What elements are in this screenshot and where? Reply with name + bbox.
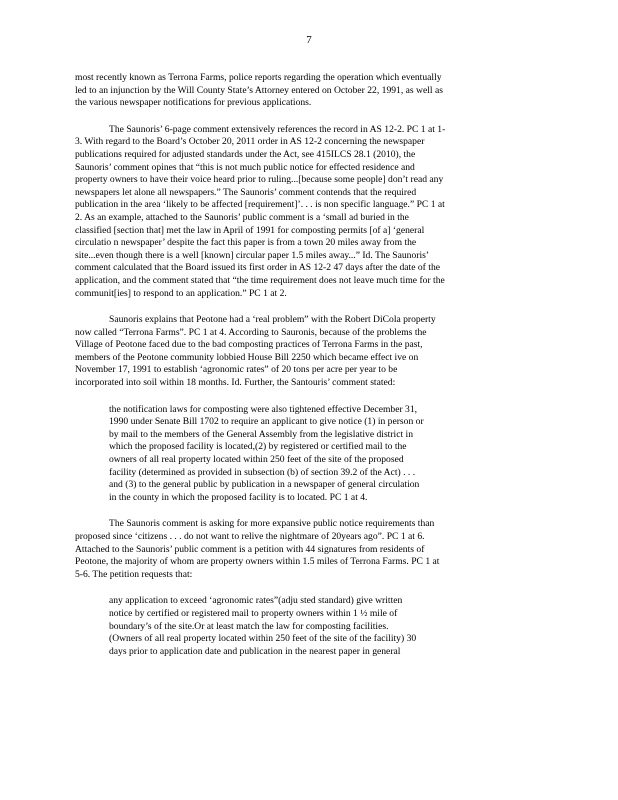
- quote-line: days prior to application date and publication in the nearest paper in general: [109, 645, 401, 657]
- text-line: The Saunoris comment is asking for more expansive public notice requirements than: [109, 518, 435, 530]
- text-line: site...even though there is a well [known] circular paper 1.5 miles away...” Id. The Saunoris’: [75, 249, 430, 261]
- quote-line: any application to exceed ‘agronomic rates”(adju sted standard) give written: [109, 595, 403, 607]
- quote-line: 1990 under Senate Bill 1702 to require an applicant to give notice (1) in person or: [109, 416, 424, 428]
- quote-line: owners of all real property located within 250 feet of the site of the proposed: [109, 454, 404, 466]
- text-line: Saunoris’ comment opines that “this is not much public notice for effected residence and: [75, 161, 415, 173]
- quote-line: boundary’s of the site.Or at least match the law for composting facilities.: [109, 620, 389, 632]
- quote-line: by mail to the members of the General Assembly from the legislative district in: [109, 428, 413, 440]
- text-line: Village of Peotone faced due to the bad composting practices of Terrona Farms in the past,: [75, 339, 423, 351]
- text-line: incorporated into soil within 18 months. Id. Further, the Santouris’ comment stated:: [75, 377, 396, 389]
- text-line: Attached to the Saunoris’ public comment is a petition with 44 signatures from residents of: [75, 543, 425, 555]
- quote-line: the notification laws for composting were also tightened effective December 31,: [109, 403, 418, 415]
- quote-line: facility (determined as provided in subsection (b) of section 39.2 of the Act) . . .: [109, 466, 416, 478]
- text-line: 5-6. The petition requests that:: [75, 568, 193, 580]
- paragraph-2: [75, 124, 537, 300]
- text-line: circulatio n newspaper’ despite the fact this paper is from a town 20 miles away from the: [75, 237, 417, 249]
- paragraph-3: [75, 314, 537, 390]
- text-line: Saunoris explains that Peotone had a ‘real problem” with the Robert DiCola property: [109, 314, 436, 326]
- document-body: [75, 72, 537, 672]
- quote-line: (Owners of all real property located within 250 feet of the site of the facility) 30: [109, 633, 417, 645]
- paragraph-1: [75, 72, 537, 110]
- paragraph-4: [75, 518, 537, 581]
- text-line: led to an injunction by the Will County State’s Attorney entered on October 22, 1991, as well as: [75, 84, 443, 96]
- block-quote-2: [109, 595, 503, 658]
- quote-line: notice by certified or registered mail to property owners within 1 ½ mile of: [109, 607, 398, 619]
- block-quote-1: [109, 404, 503, 505]
- text-line: classified [section that] met the law in April of 1991 for composting permits [of a] ‘general: [75, 224, 425, 236]
- page-number: 7: [306, 34, 312, 46]
- text-line: most recently known as Terrona Farms, police reports regarding the operation which eventually: [75, 72, 442, 83]
- text-line: 3. With regard to the Board’s October 20, 2011 order in AS 12-2 concerning the newspaper: [75, 136, 425, 148]
- text-line: publications required for adjusted standards under the Act, see 415ILCS 28.1 (2010), the: [75, 148, 416, 160]
- quote-line: in the county in which the proposed facility is to located. PC 1 at 4.: [109, 491, 368, 503]
- text-line: November 17, 1991 to establish ‘agronomic rates” of 20 tons per acre per year to be: [75, 364, 398, 376]
- text-line: property owners to have their voice heard prior to ruling...[because some people] don’t read any: [75, 174, 444, 186]
- text-line: members of the Peotone community lobbied House Bill 2250 which became effect ive on: [75, 351, 419, 363]
- text-line: The Saunoris’ 6-page comment extensively references the record in AS 12-2. PC 1 at 1-: [109, 123, 446, 135]
- text-line: Peotone, the majority of whom are property owners within 1.5 miles of Terrona Farms. PC 1 at: [75, 556, 440, 568]
- text-line: application, and the comment stated that “the time requirement does not leave much time for the: [75, 274, 445, 286]
- quote-line: which the proposed facility is located,(2) by registered or certified mail to the: [109, 441, 407, 453]
- text-line: communit[ies] to respond to an application.” PC 1 at 2.: [75, 287, 287, 299]
- text-line: 2. As an example, attached to the Saunoris’ public comment is a ‘small ad buried in the: [75, 211, 409, 223]
- text-line: now called “Terrona Farms”. PC 1 at 4. According to Sauronis, because of the problems the: [75, 326, 427, 338]
- text-line: comment calculated that the Board issued its first order in AS 12-2 47 days after the date of the: [75, 262, 440, 274]
- text-line: publication in the area ‘likely to be affected [requirement]’. . . is non specific language.” PC 1 at: [75, 199, 445, 211]
- quote-line: and (3) to the general public by publication in a newspaper of general circulation: [109, 479, 420, 491]
- text-line: the various newspaper notifications for previous applications.: [75, 97, 312, 109]
- text-line: proposed since ‘citizens . . . do not want to relive the nightmare of 20years ago”. PC 1 at 6.: [75, 531, 425, 542]
- text-line: newspapers let alone all newspapers.” The Saunoris’ comment contends that the required: [75, 186, 417, 198]
